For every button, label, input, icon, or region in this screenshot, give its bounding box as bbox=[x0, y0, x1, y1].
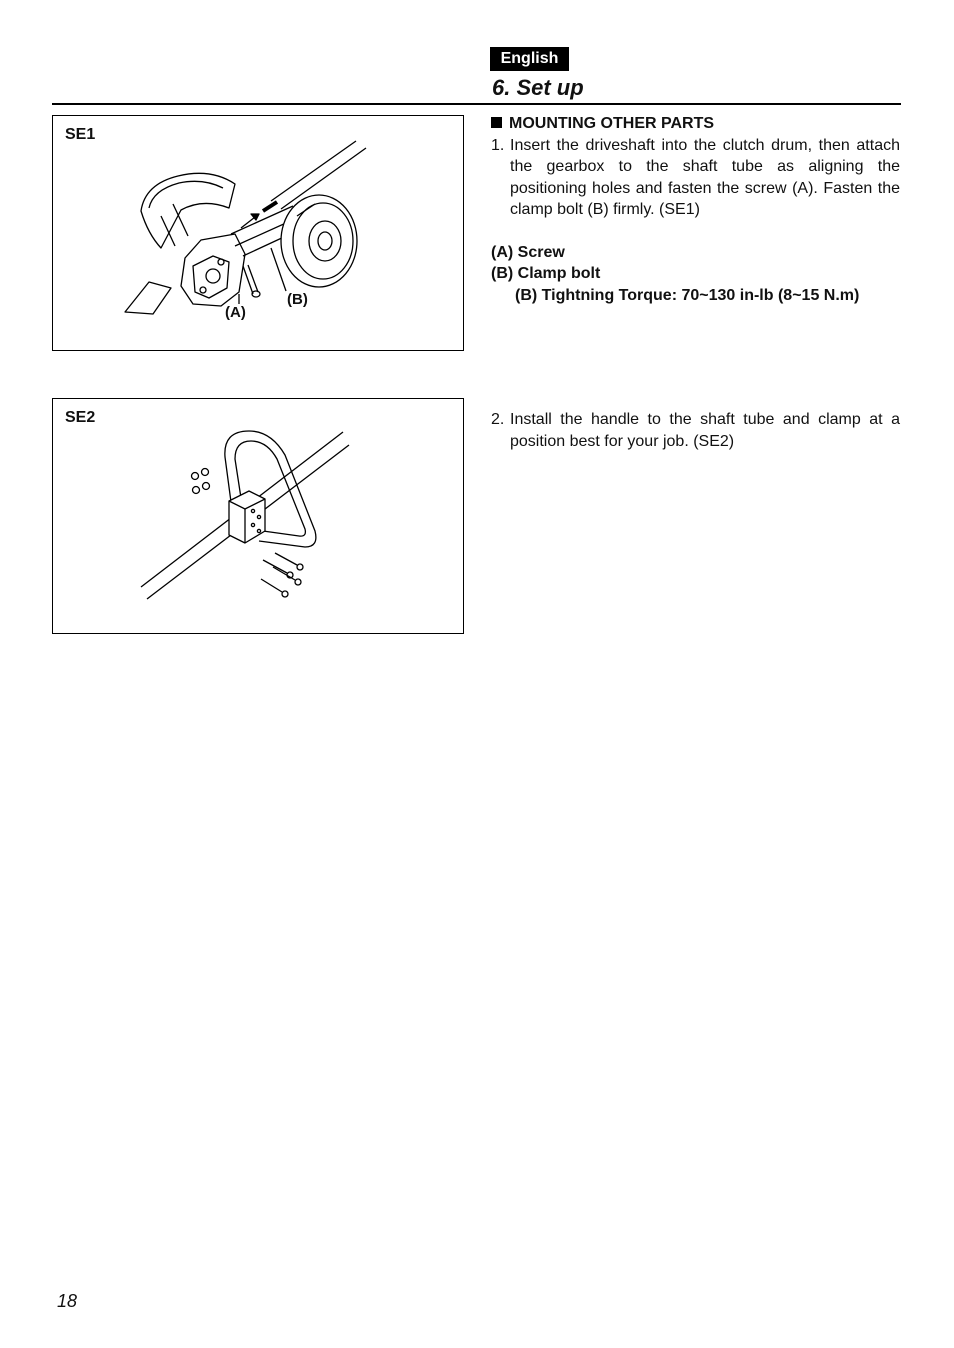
header-rule bbox=[52, 103, 901, 105]
callout-a: (A) bbox=[225, 304, 246, 321]
legend-screw: (A) Screw bbox=[491, 243, 565, 261]
language-badge: English bbox=[490, 47, 569, 71]
step-2-text: Install the handle to the shaft tube and clamp at a position best for your job. (SE2) bbox=[510, 411, 900, 450]
square-bullet-icon bbox=[491, 117, 502, 128]
legend-torque: (B) Tightning Torque: 70~130 in-lb (8~15 N.m) bbox=[515, 286, 860, 304]
step-2-number: 2. bbox=[491, 411, 505, 428]
figure-se1 bbox=[52, 115, 464, 351]
section-heading bbox=[491, 113, 900, 135]
figure-se2 bbox=[52, 398, 464, 634]
section-title: 6. Set up bbox=[492, 75, 584, 100]
instructions-step-2 bbox=[491, 409, 900, 452]
callout-b: (B) bbox=[287, 291, 308, 308]
handle-illustration bbox=[53, 399, 463, 633]
legend-clamp-bolt: (B) Clamp bolt bbox=[491, 265, 601, 282]
section-heading-text: MOUNTING OTHER PARTS bbox=[509, 115, 715, 132]
step-1 bbox=[491, 135, 900, 221]
edger-gearbox-illustration bbox=[53, 116, 463, 350]
page-number: 18 bbox=[57, 1291, 78, 1311]
figure-se2-label: SE2 bbox=[65, 409, 96, 426]
instructions-column bbox=[491, 113, 900, 306]
figure-se1-label: SE1 bbox=[65, 126, 96, 143]
step-2 bbox=[491, 409, 900, 452]
step-1-text: Insert the driveshaft into the clutch drum, then attach the gearbox to the shaft tube as aligning the positioning holes and fasten the screw (A). Fasten the clamp bolt (B) firmly. (SE1) bbox=[510, 136, 900, 218]
step-1-number: 1. bbox=[491, 136, 505, 154]
